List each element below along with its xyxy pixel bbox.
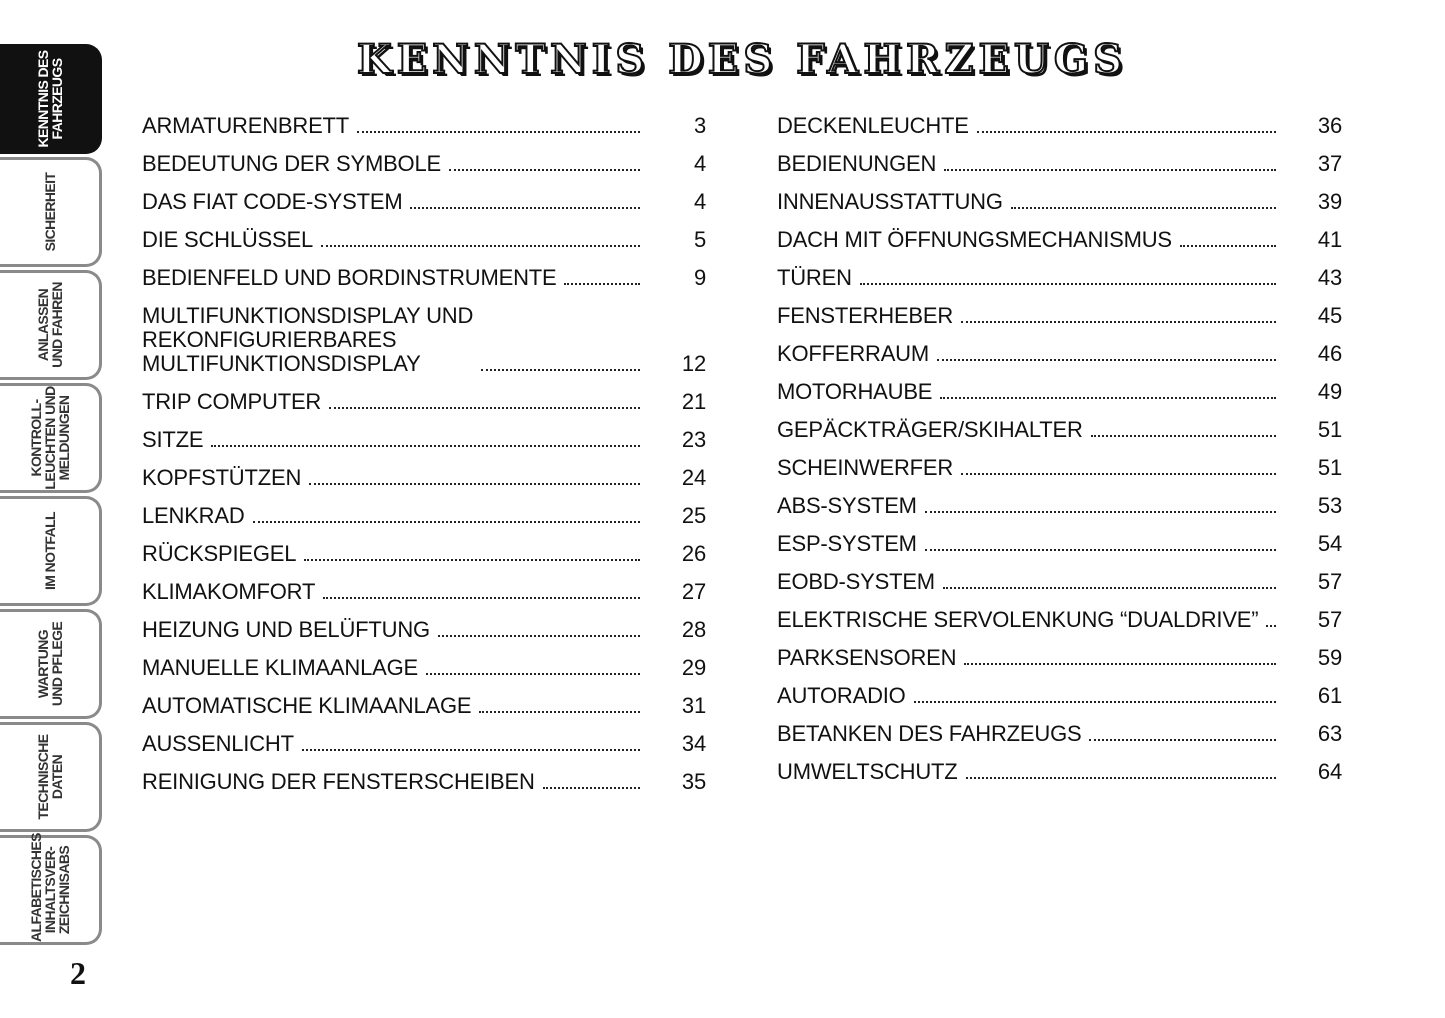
toc-entry[interactable] (142, 152, 706, 176)
toc-entry-page: 64 (1317, 759, 1342, 784)
dot-leader (253, 521, 640, 523)
toc-entry-page: 51 (1317, 417, 1342, 442)
toc-entry-page: 12 (681, 351, 706, 376)
toc-entry-label: LENKRAD (142, 503, 245, 528)
toc-entry-label: EOBD-SYSTEM (777, 569, 935, 594)
tab-label: TECHNISCHE DATEN (34, 734, 65, 820)
toc-entry-label: KLIMAKOMFORT (142, 579, 316, 604)
toc-entry-label: BETANKEN DES FAHRZEUGS (777, 721, 1082, 746)
toc-entry-label: DECKENLEUCHTE (777, 113, 969, 138)
dot-leader (357, 131, 640, 133)
toc-entry-page: 43 (1317, 265, 1342, 290)
toc-entry-label: PARKSENSOREN (777, 645, 957, 670)
toc-entry-label: GEPÄCKTRÄGER/SKIHALTER (777, 417, 1083, 442)
toc-entry-page: 46 (1317, 341, 1342, 366)
toc-entry-page: 24 (681, 465, 706, 490)
toc-entry-page: 29 (681, 655, 706, 680)
toc-entry-label: DIE SCHLÜSSEL (142, 227, 314, 252)
dot-leader (914, 701, 1276, 703)
dot-leader (961, 473, 1276, 475)
toc-entry-page: 25 (681, 503, 706, 528)
toc-entry[interactable] (777, 228, 1342, 252)
toc-entry[interactable] (777, 342, 1342, 366)
toc-entry[interactable] (777, 266, 1342, 290)
toc-entry[interactable] (142, 390, 706, 414)
toc-entry-label: ESP-SYSTEM (777, 531, 917, 556)
toc-entry-label: MANUELLE KLIMAANLAGE (142, 655, 418, 680)
toc-entry-page: 45 (1317, 303, 1342, 328)
toc-entry[interactable] (142, 770, 706, 794)
tab-label: WARTUNG UND PFLEGE (34, 621, 65, 707)
toc-entry-page: 9 (693, 265, 706, 290)
toc-entry-label: KOFFERRAUM (777, 341, 930, 366)
toc-entry[interactable] (142, 542, 706, 566)
toc-entry[interactable] (142, 580, 706, 604)
dot-leader (964, 663, 1276, 665)
toc-entry[interactable] (142, 732, 706, 756)
toc-entry[interactable] (777, 570, 1342, 594)
toc-entry[interactable] (777, 380, 1342, 404)
toc-entry[interactable] (142, 504, 706, 528)
toc-entry-label: BEDIENUNGEN (777, 151, 937, 176)
toc-entry-label: INNENAUSSTATTUNG (777, 189, 1003, 214)
tab-kenntnis-des-fahrzeugs[interactable] (0, 44, 102, 154)
toc-entry-page: 23 (681, 427, 706, 452)
dot-leader (966, 777, 1276, 779)
page-title: KENNTNIS DES FAHRZEUGS (357, 36, 1127, 83)
tab-anlassen-und-fahren[interactable] (0, 270, 102, 380)
toc-entry-page: 49 (1317, 379, 1342, 404)
toc-entry[interactable] (777, 114, 1342, 138)
dot-leader (937, 359, 1276, 361)
dot-leader (1091, 435, 1276, 437)
toc-entry[interactable] (142, 228, 706, 252)
toc-entry[interactable] (777, 760, 1342, 784)
toc-entry-page: 26 (681, 541, 706, 566)
toc-entry[interactable] (777, 190, 1342, 214)
dot-leader (940, 397, 1276, 399)
toc-entry-label: ARMATURENBRETT (142, 113, 350, 138)
dot-leader (564, 283, 640, 285)
toc-entry-page: 3 (693, 113, 706, 138)
toc-entry-label: TRIP COMPUTER (142, 389, 322, 414)
toc-entry-label: MULTIFUNKTIONSDISPLAY UND REKONFIGURIERBARES MULTIFUNKTIONSDISPLAY (142, 303, 474, 376)
dot-leader (304, 559, 640, 561)
toc-entry-label: ELEKTRISCHE SERVOLENKUNG “DUALDRIVE” (777, 607, 1259, 632)
dot-leader (449, 169, 640, 171)
toc-entry[interactable] (777, 152, 1342, 176)
dot-leader (961, 321, 1276, 323)
toc-entry-label: BEDIENFELD UND BORDINSTRUMENTE (142, 265, 557, 290)
tab-label: KENNTNIS DES FAHRZEUGS (34, 50, 65, 148)
toc-entry-page: 61 (1317, 683, 1342, 708)
toc-entry-page: 34 (681, 731, 706, 756)
tab-label: SICHERHEIT (41, 172, 58, 252)
toc-left-column (142, 114, 706, 808)
toc-entry-page: 4 (693, 189, 706, 214)
toc-entry[interactable] (777, 646, 1342, 670)
toc-entry-page: 37 (1317, 151, 1342, 176)
toc-entry[interactable] (142, 656, 706, 680)
dot-leader (211, 445, 640, 447)
toc-entry[interactable] (777, 494, 1342, 518)
toc-entry-page: 51 (1317, 455, 1342, 480)
toc-entry-label: REINIGUNG DER FENSTERSCHEIBEN (142, 769, 535, 794)
toc-entry-page: 21 (681, 389, 706, 414)
tab-alfabetisches-inhaltsverzeichnis[interactable] (0, 835, 102, 945)
toc-entry-page: 57 (1317, 569, 1342, 594)
toc-entry[interactable] (142, 694, 706, 718)
tab-im-notfall[interactable] (0, 496, 102, 606)
toc-entry-label: AUTOMATISCHE KLIMAANLAGE (142, 693, 472, 718)
toc-entry-page: 63 (1317, 721, 1342, 746)
dot-leader (925, 549, 1276, 551)
dot-leader (410, 207, 640, 209)
dot-leader (438, 635, 640, 637)
tab-kontrollleuchten-und-meldungen[interactable] (0, 383, 102, 493)
dot-leader (1089, 739, 1276, 741)
dot-leader (977, 131, 1276, 133)
dot-leader (426, 673, 640, 675)
toc-right-column (777, 114, 1342, 798)
toc-entry-page: 57 (1317, 607, 1342, 632)
toc-entry[interactable] (142, 190, 706, 214)
tab-technische-daten[interactable] (0, 722, 102, 832)
toc-entry[interactable] (142, 266, 706, 290)
toc-entry-label: RÜCKSPIEGEL (142, 541, 297, 566)
toc-entry-label: UMWELTSCHUTZ (777, 759, 958, 784)
toc-entry-page: 41 (1317, 227, 1342, 252)
toc-entry-page: 53 (1317, 493, 1342, 518)
dot-leader (481, 369, 640, 371)
dot-leader (329, 407, 640, 409)
dot-leader (479, 711, 640, 713)
toc-entry-page: 54 (1317, 531, 1342, 556)
dot-leader (543, 787, 640, 789)
dot-leader (925, 511, 1276, 513)
dot-leader (1180, 245, 1276, 247)
toc-entry-page: 35 (681, 769, 706, 794)
toc-entry-label: SCHEINWERFER (777, 455, 954, 480)
toc-entry[interactable] (777, 456, 1342, 480)
toc-entry[interactable] (777, 608, 1342, 632)
tab-label: ANLASSEN UND FAHREN (34, 282, 65, 368)
toc-entry-page: 36 (1317, 113, 1342, 138)
toc-entry-label: DAS FIAT CODE-SYSTEM (142, 189, 403, 214)
dot-leader (944, 169, 1276, 171)
dot-leader (1011, 207, 1276, 209)
toc-entry-label: SITZE (142, 427, 204, 452)
toc-entry-label: AUSSENLICHT (142, 731, 294, 756)
dot-leader (943, 587, 1276, 589)
dot-leader (309, 483, 640, 485)
toc-entry[interactable] (777, 722, 1342, 746)
dot-leader (321, 245, 640, 247)
dot-leader (323, 597, 640, 599)
tab-label: KONTROLL- LEUCHTEN UND MELDUNGEN (27, 386, 72, 490)
dot-leader (860, 283, 1276, 285)
dot-leader (1266, 625, 1276, 627)
toc-entry[interactable] (777, 418, 1342, 442)
toc-entry-label: DACH MIT ÖFFNUNGSMECHANISMUS (777, 227, 1172, 252)
toc-entry[interactable] (142, 428, 706, 452)
tab-wartung-und-pflege[interactable] (0, 609, 102, 719)
toc-entry-page: 4 (693, 151, 706, 176)
toc-entry[interactable] (777, 532, 1342, 556)
toc-entry-label: TÜREN (777, 265, 852, 290)
toc-entry-page: 31 (681, 693, 706, 718)
toc-entry-page: 59 (1317, 645, 1342, 670)
toc-entry-label: HEIZUNG UND BELÜFTUNG (142, 617, 430, 642)
tab-label: IM NOTFALL (41, 512, 58, 590)
toc-entry[interactable] (142, 466, 706, 490)
toc-entry-page: 27 (681, 579, 706, 604)
dot-leader (302, 749, 640, 751)
toc-entry-label: AUTORADIO (777, 683, 906, 708)
toc-entry-page: 39 (1317, 189, 1342, 214)
toc-entry-page: 5 (693, 227, 706, 252)
toc-entry[interactable] (142, 304, 706, 376)
toc-entry-label: ABS-SYSTEM (777, 493, 917, 518)
page-number: 2 (70, 955, 86, 991)
toc-entry[interactable] (777, 684, 1342, 708)
toc-entry-page: 28 (681, 617, 706, 642)
toc-entry-label: FENSTERHEBER (777, 303, 954, 328)
toc-entry-label: BEDEUTUNG DER SYMBOLE (142, 151, 441, 176)
toc-entry-label: KOPFSTÜTZEN (142, 465, 302, 490)
toc-entry-label: MOTORHAUBE (777, 379, 933, 404)
toc-entry[interactable] (142, 114, 706, 138)
toc-entry[interactable] (142, 618, 706, 642)
tab-label: ALFABETISCHES INHALTSVER- ZEICHNISABS (27, 833, 72, 942)
toc-entry[interactable] (777, 304, 1342, 328)
tab-sicherheit[interactable] (0, 157, 102, 267)
